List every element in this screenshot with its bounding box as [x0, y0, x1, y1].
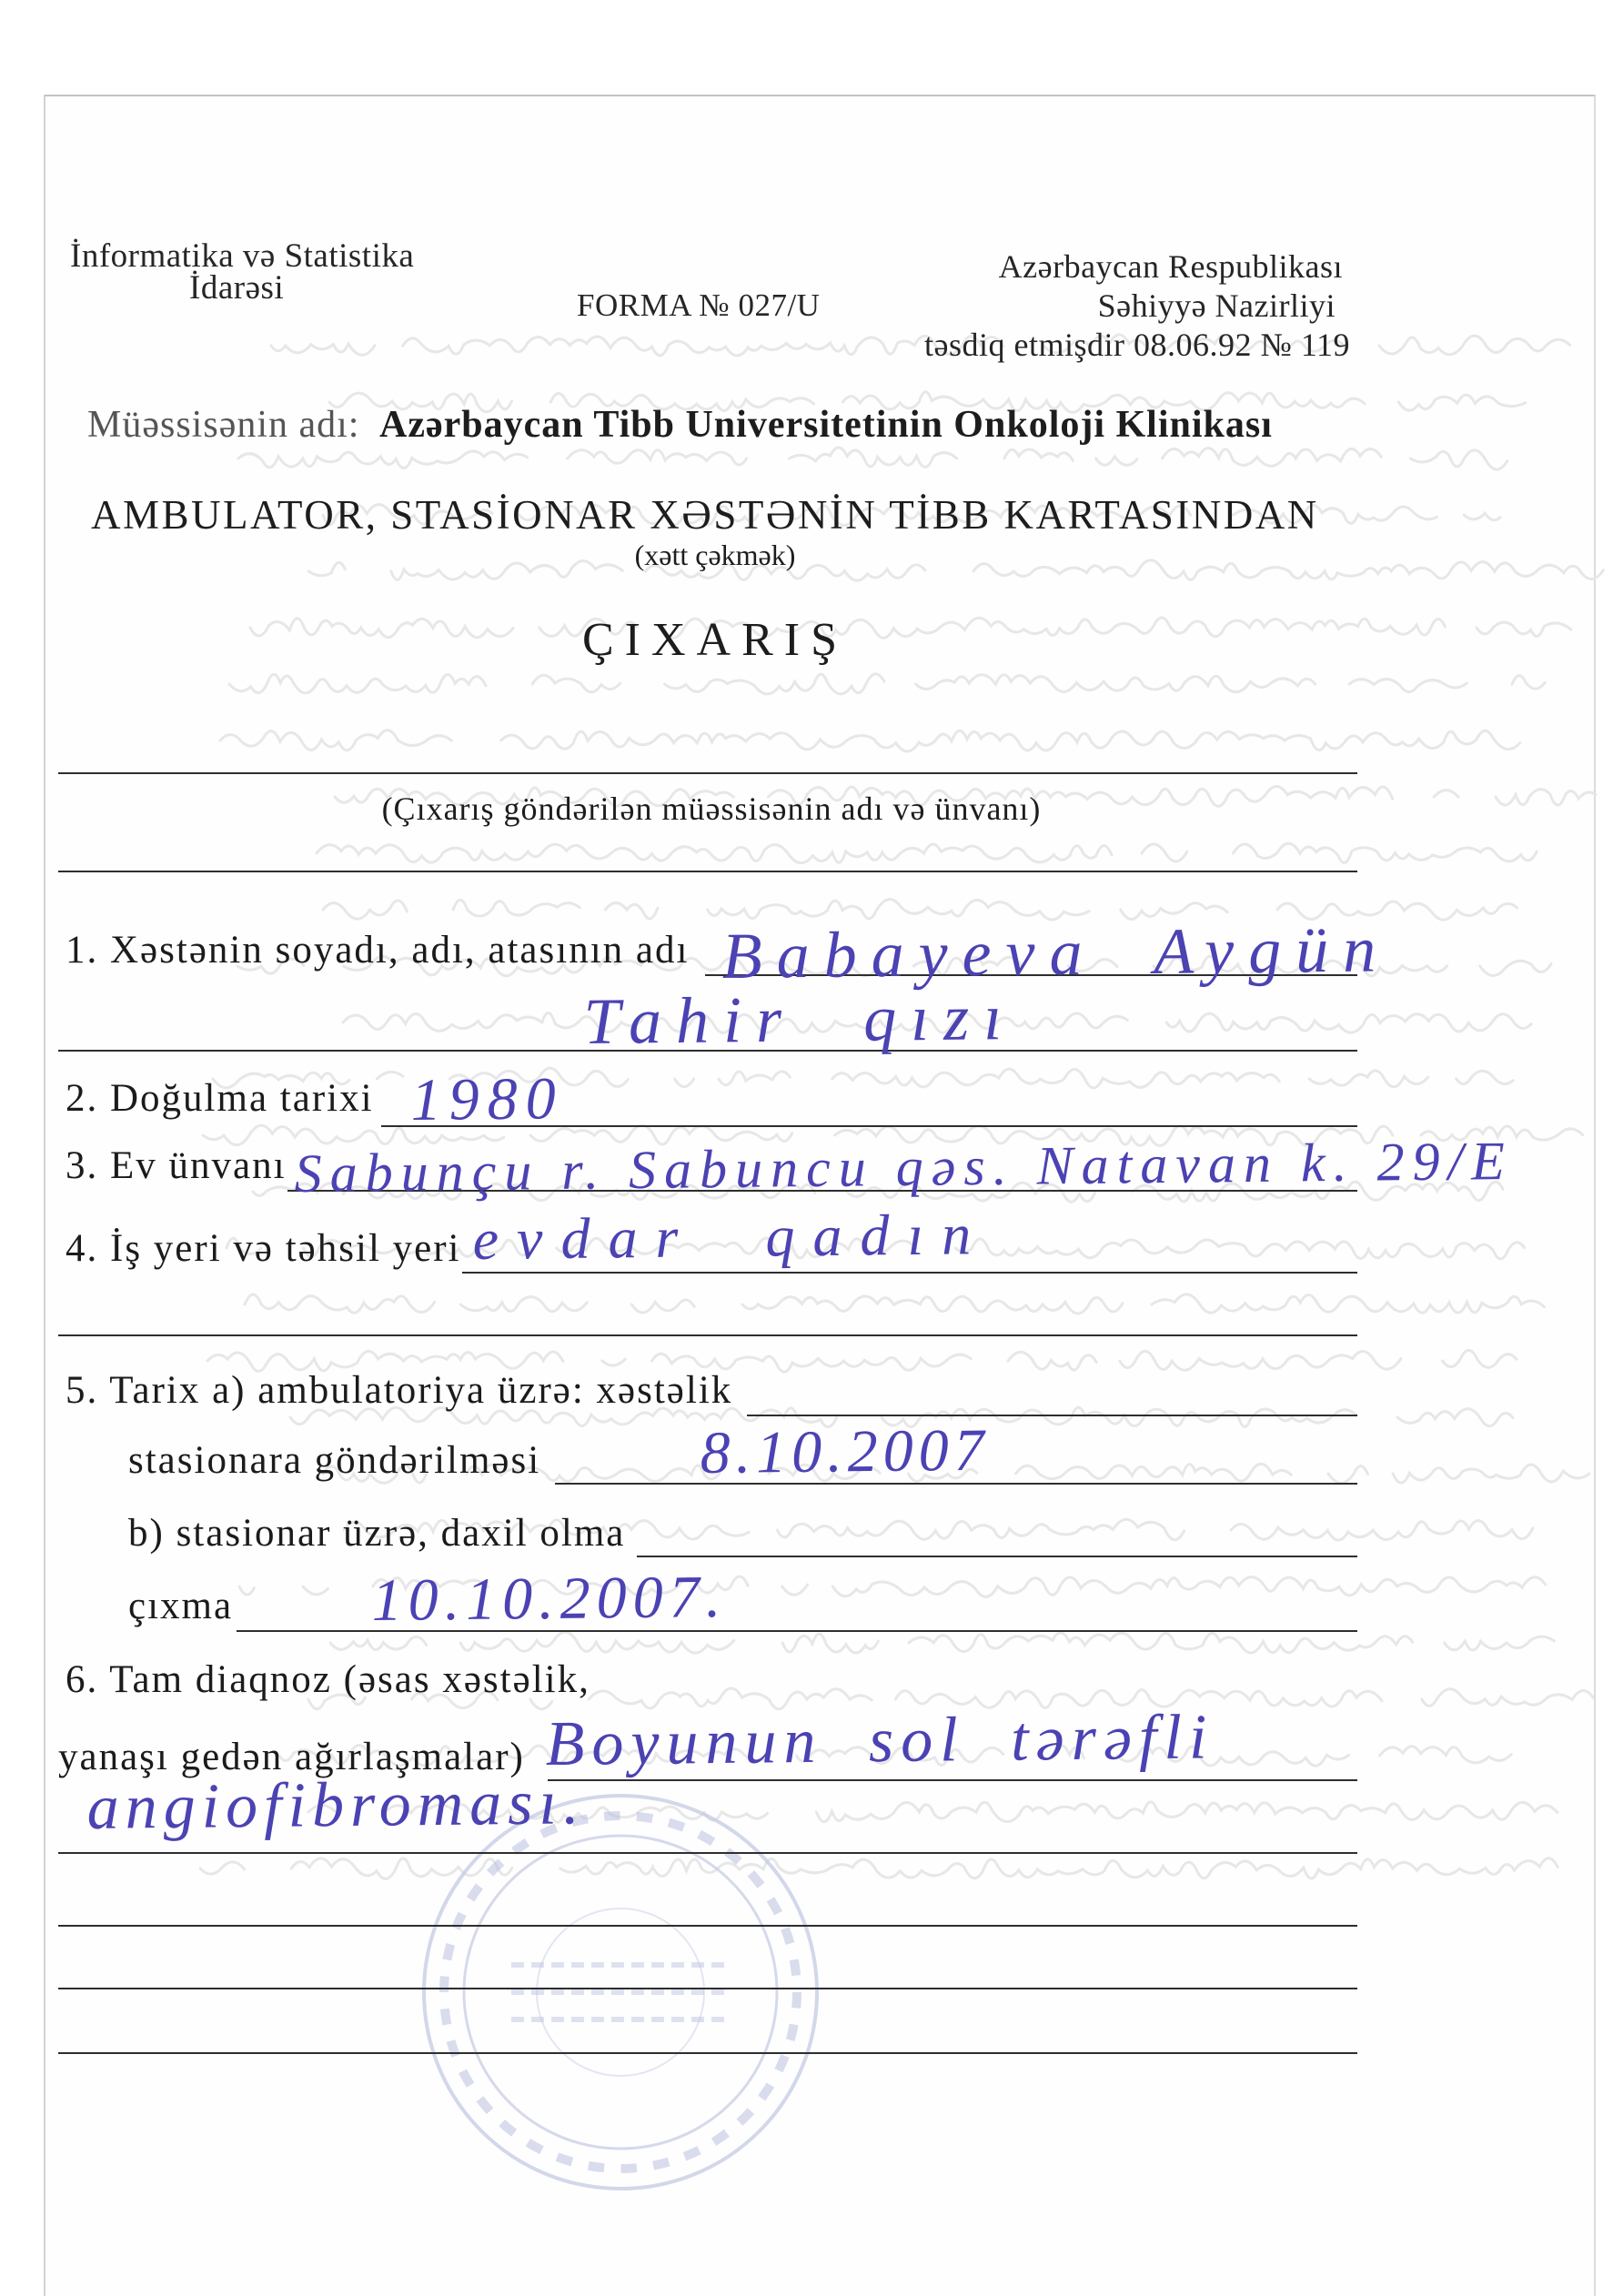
approval-note: təsdiq etmişdir 08.06.92 № 119 — [924, 327, 1350, 363]
referral-date-handwritten: 8.10.2007 — [700, 1416, 991, 1486]
institution-label: Müəssisənin adı: — [87, 404, 360, 446]
document-heading: ÇIXARIŞ — [581, 614, 849, 666]
patronymic-handwritten: Tahir qızı — [583, 981, 1017, 1058]
admission-fill-line — [637, 1556, 1357, 1557]
address-handwritten: Sabunçu r. Sabuncu qəs. Natavan k. 29/E — [294, 1130, 1514, 1203]
blank-fill-line — [58, 1925, 1357, 1927]
blank-fill-line — [58, 2052, 1357, 2054]
discharge-label: çıxma — [128, 1585, 234, 1627]
ministry-line1: Azərbaycan Respublikası — [998, 248, 1343, 285]
agency-name-line1: İnformatika və Statistika — [70, 237, 415, 275]
institution-line — [87, 406, 1273, 444]
diagnosis-handwritten-line2: angiofibroması. — [86, 1767, 586, 1843]
discharge-date-handwritten: 10.10.2007. — [371, 1563, 728, 1634]
diagnosis-continuation-line — [58, 1852, 1357, 1854]
outpatient-date-label: 5. Tarix a) ambulatoriya üzrə: xəstəlik — [66, 1369, 733, 1412]
recipient-fill-line — [58, 772, 1357, 774]
institution-name: Azərbaycan Tibb Universitetinin Onkoloji Klinikası — [378, 404, 1273, 446]
diagnosis-label-line1: 6. Tam diaqnoz (əsas xəstəlik, — [66, 1658, 590, 1701]
admission-label: b) stasionar üzrə, daxil olma — [128, 1512, 626, 1555]
workplace-handwritten: evdar qadın — [472, 1202, 990, 1272]
address-label: 3. Ev ünvanı — [66, 1144, 287, 1187]
patient-name-label: 1. Xəstənin soyadı, adı, atasının adı — [66, 929, 690, 972]
workplace-continuation-line — [58, 1334, 1357, 1336]
patient-name-handwritten: Babayeva Aygün — [721, 912, 1391, 992]
outpatient-fill-line — [747, 1415, 1357, 1416]
diagnosis-label-line2: yanaşı gedən ağırlaşmalar) — [58, 1736, 525, 1778]
referral-label: stasionara göndərilməsi — [128, 1439, 541, 1482]
diagnosis-fill-line — [548, 1779, 1357, 1781]
title-note: (xətt çəkmək) — [634, 539, 796, 571]
workplace-label: 4. İş yeri və təhsil yeri — [66, 1227, 461, 1270]
ministry-line2: Səhiyyə Nazirliyi — [1097, 287, 1336, 324]
blank-fill-line — [58, 1988, 1357, 1989]
agency-name-line2: İdarəsi — [189, 269, 285, 307]
diagnosis-handwritten-line1: Boyunun sol tərəfli — [545, 1702, 1215, 1779]
recipient-caption: (Çıxarış göndərilən müəssisənin adı və ünvanı) — [381, 791, 1042, 827]
form-number: FORMA № 027/U — [577, 287, 821, 323]
document-title: AMBULATOR, STASİONAR XƏSTƏNİN TİBB KARTASINDAN — [91, 492, 1319, 538]
birth-date-label: 2. Doğulma tarixi — [66, 1077, 374, 1120]
recipient-fill-line — [58, 871, 1357, 872]
workplace-fill-line — [462, 1272, 1357, 1274]
birth-date-handwritten: 1980 — [410, 1065, 565, 1133]
